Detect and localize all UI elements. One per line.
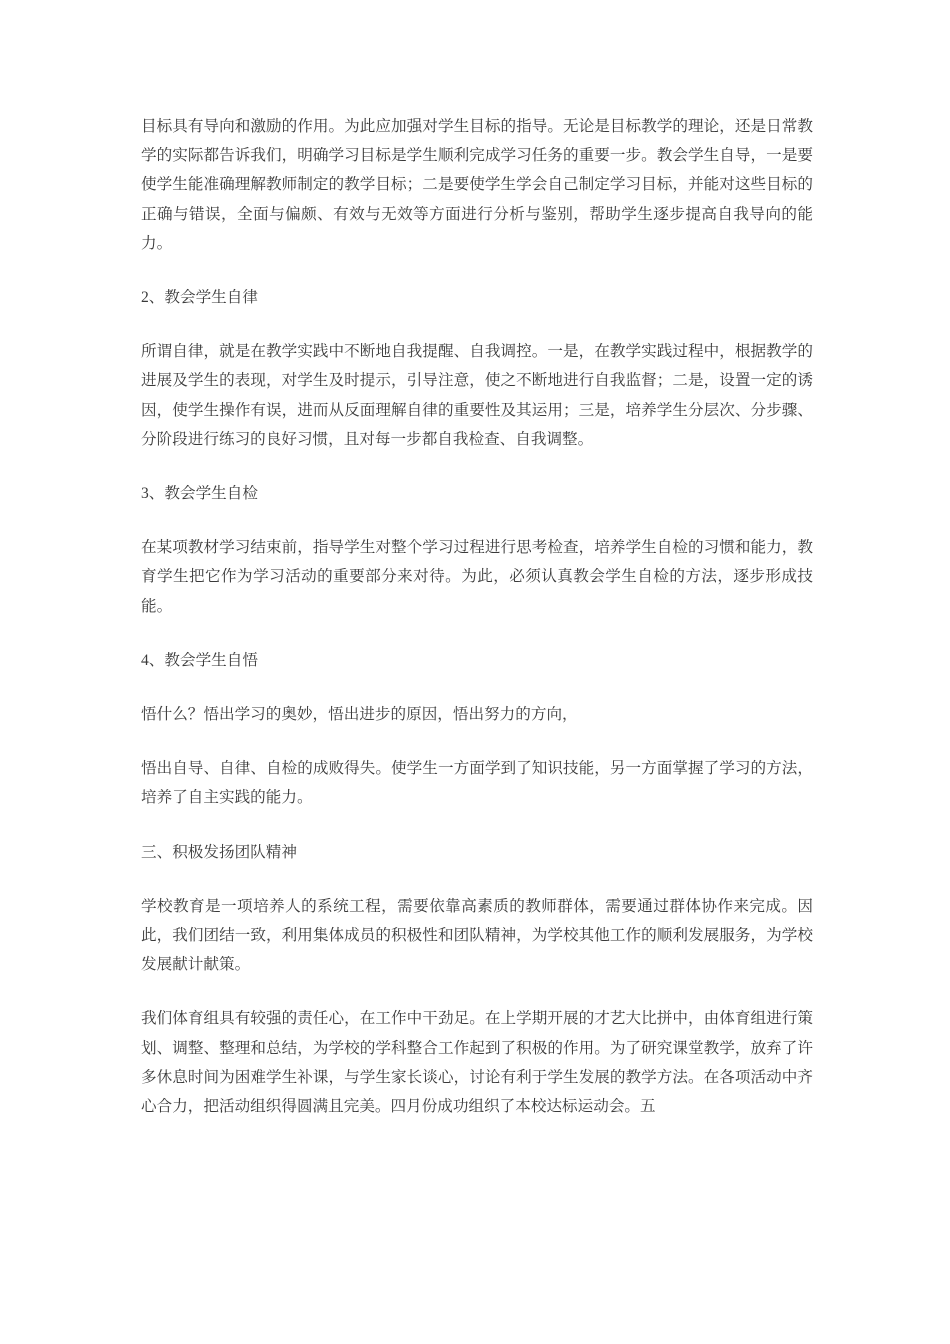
heading-section-three-team-spirit: 三、积极发扬团队精神 — [141, 843, 297, 861]
paragraph-realization-outcome: 悟出自导、自律、自检的成败得失。使学生一方面学到了知识技能，另一方面掌握了学习的方法，培养了自主实践的能力。 — [141, 760, 813, 807]
heading-teach-self-discipline: 2、教会学生自律 — [141, 289, 258, 307]
heading-teach-self-check: 3、教会学生自检 — [141, 485, 258, 503]
paragraph-what-to-realize: 悟什么？悟出学习的奥妙，悟出进步的原因，悟出努力的方向， — [141, 706, 578, 724]
heading-teach-self-realization: 4、教会学生自悟 — [141, 651, 258, 669]
paragraph-self-discipline: 所谓自律，就是在教学实践中不断地自我提醒、自我调控。一是，在教学实践过程中，根据教学的进展及学生的表现，对学生及时提示，引导注意，使之不断地进行自我监督；二是，设置一定的诱因，使学生操作有误，进而从反面理解自律的重要性及其运用；三是，培养学生分层次、分步骤、分阶段进行练习的良好习惯，且对每一步都自我检查、自我调整。 — [141, 343, 813, 448]
paragraph-self-check: 在某项教材学习结束前，指导学生对整个学习过程进行思考检查，培养学生自检的习惯和能力，教育学生把它作为学习活动的重要部分来对待。为此，必须认真教会学生自检的方法，逐步形成技能。 — [141, 539, 813, 615]
paragraph-team-spirit: 学校教育是一项培养人的系统工程，需要依靠高素质的教师群体，需要通过群体协作来完成。因此，我们团结一致，利用集体成员的积极性和团队精神，为学校其他工作的顺利发展服务，为学校发展献计献策。 — [141, 897, 813, 974]
document-text-body — [141, 112, 813, 1121]
paragraph-self-guidance: 目标具有导向和激励的作用。为此应加强对学生目标的指导。无论是目标教学的理论，还是日常教学的实际都告诉我们，明确学习目标是学生顺利完成学习任务的重要一步。教会学生自导，一是要使学生能准确理解教师制定的教学目标；二是要使学生学会自己制定学习目标，并能对这些目标的正确与错误，全面与偏颇、有效与无效等方面进行分析与鉴别，帮助学生逐步提高自我导向的能力。 — [141, 118, 813, 252]
paragraph-pe-group-work: 我们体育组具有较强的责任心，在工作中干劲足。在上学期开展的才艺大比拼中，由体育组进行策划、调整、整理和总结，为学校的学科整合工作起到了积极的作用。为了研究课堂教学，放弃了许多休息时间为困难学生补课，与学生家长谈心，讨论有利于学生发展的教学方法。在各项活动中齐心合力，把活动组织得圆满且完美。四月份成功组织了本校达标运动会。五 — [141, 1010, 813, 1116]
